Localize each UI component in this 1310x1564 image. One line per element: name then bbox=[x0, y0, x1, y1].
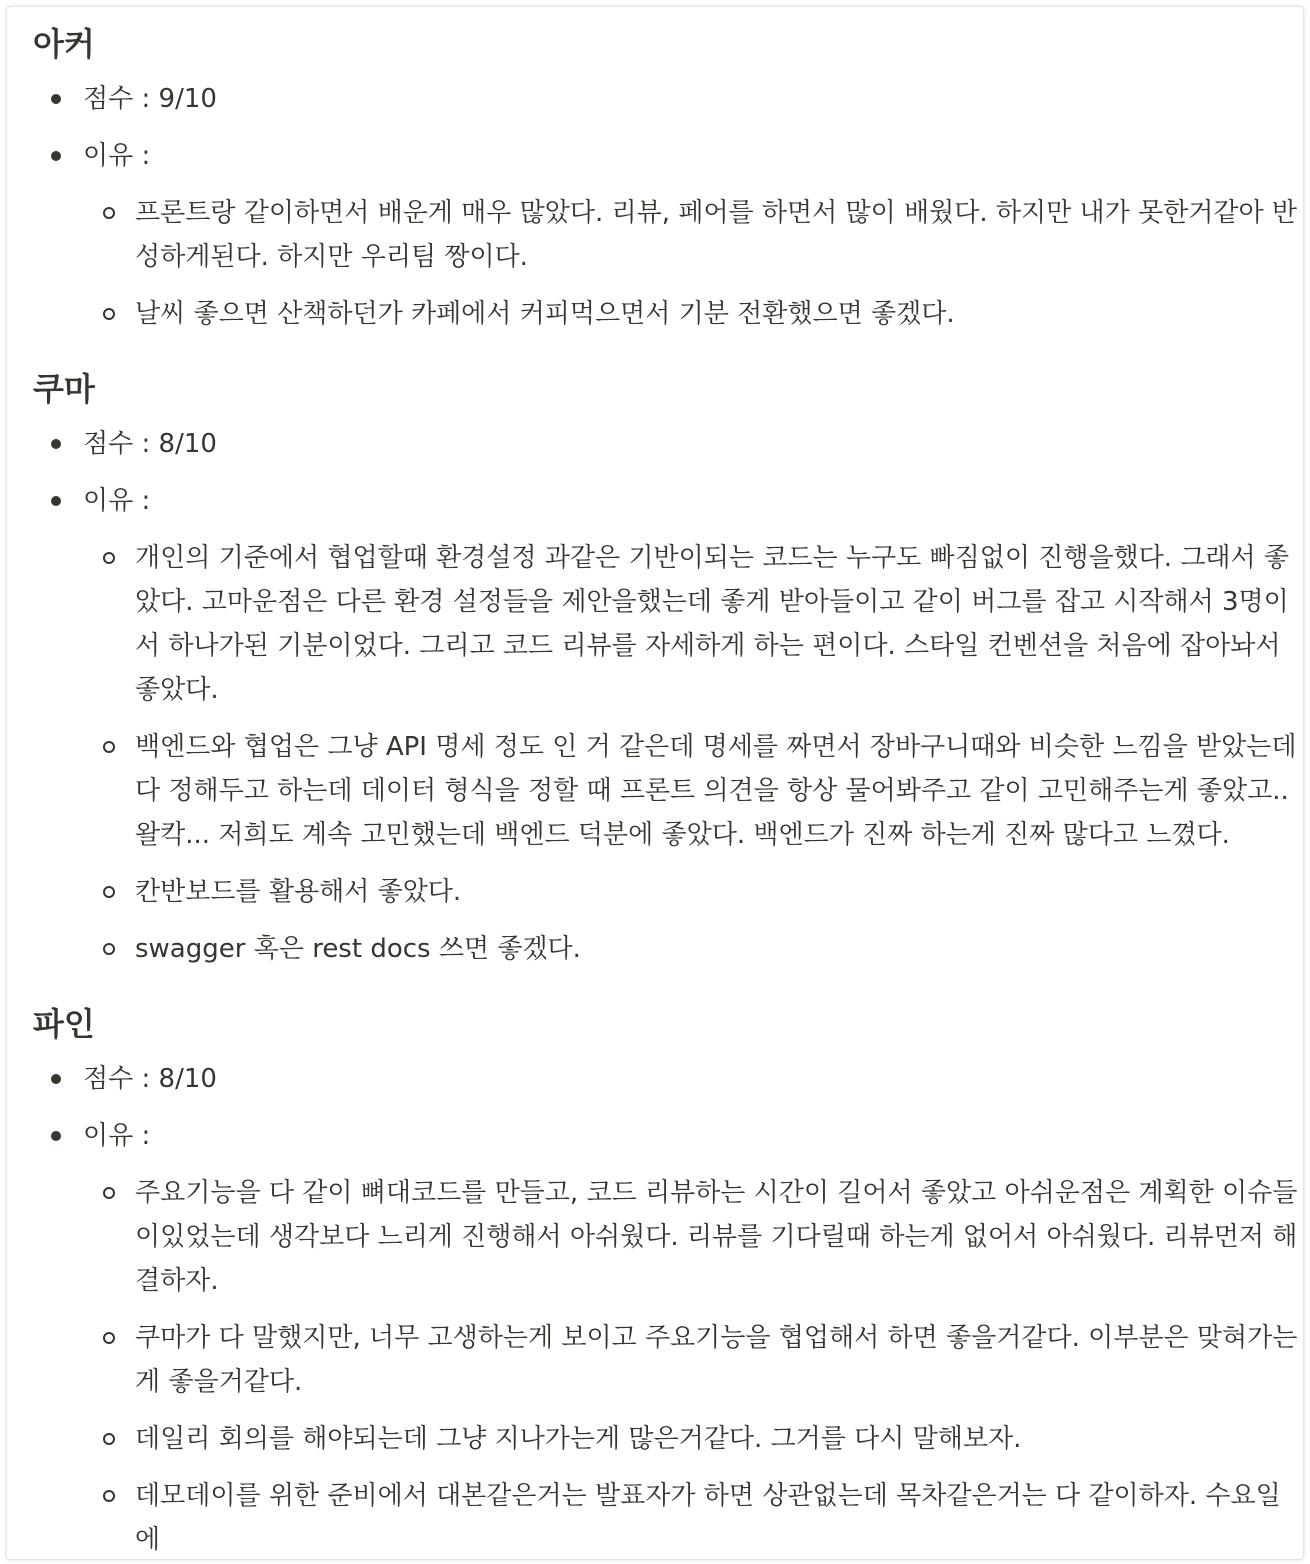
list-item-score bbox=[33, 77, 1301, 121]
reason-text: 백엔드와 협업은 그냥 API 명세 정도 인 거 같은데 명세를 짜면서 장바구니때와 비슷한 느낌을 받았는데 다 정해두고 하는데 데이터 형식을 정할 때 프론트 의견을 항상 물어봐주고 같이 고민해주는게 좋았고.. 왈칵... 저희도 계속 고민했는데 백엔드 덕분에 좋았다. 백엔드가 진짜 하는게 진짜 많다고 느꼈다. bbox=[135, 732, 1297, 850]
bullet-circle-icon bbox=[103, 1187, 115, 1199]
sub-list-item bbox=[33, 1474, 1301, 1560]
sub-list-item bbox=[33, 870, 1301, 914]
list-item-reason bbox=[33, 134, 1301, 336]
bullet-circle-icon bbox=[103, 943, 115, 955]
bullet-dot-icon bbox=[51, 1131, 61, 1141]
bullet-circle-icon bbox=[103, 886, 115, 898]
section-heading: 아커 bbox=[33, 25, 95, 63]
bullet-dot-icon bbox=[51, 496, 61, 506]
section-pine bbox=[33, 1001, 1301, 1560]
sub-list-item bbox=[33, 725, 1301, 857]
sub-list-item bbox=[33, 292, 1301, 336]
reason-text: 데일리 회의를 해야되는데 그냥 지나가는게 많은거같다. 그거를 다시 말해보자. bbox=[135, 1424, 1022, 1454]
reason-label: 이유 : bbox=[83, 486, 151, 516]
list-item-reason bbox=[33, 1114, 1301, 1560]
section-heading: 쿠마 bbox=[33, 370, 95, 408]
bullet-list bbox=[33, 422, 1301, 971]
section-kuma bbox=[33, 366, 1301, 971]
section-acker bbox=[33, 21, 1301, 336]
bullet-list bbox=[33, 1057, 1301, 1560]
bullet-circle-icon bbox=[103, 1490, 115, 1502]
reason-text: 프론트랑 같이하면서 배운게 매우 많았다. 리뷰, 페어를 하면서 많이 배웠다. 하지만 내가 못한거같아 반성하게된다. 하지만 우리팀 짱이다. bbox=[135, 198, 1297, 272]
reason-text: 개인의 기준에서 협업할때 환경설정 과같은 기반이되는 코드는 누구도 빠짐없이 진행을했다. 그래서 좋았다. 고마운점은 다른 환경 설정들을 제안을했는데 좋게 받아들이고 같이 버그를 잡고 시작해서 3명이서 하나가된 기분이었다. 그리고 코드 리뷰를 자세하게 하는 편이다. 스타일 컨벤션을 처음에 잡아놔서 좋았다. bbox=[135, 543, 1290, 705]
bullet-dot-icon bbox=[51, 151, 61, 161]
document-frame bbox=[6, 6, 1304, 1560]
bullet-circle-icon bbox=[103, 552, 115, 564]
reason-text: 데모데이를 위한 준비에서 대본같은거는 발표자가 하면 상관없는데 목차같은거는 다 같이하자. 수요일에 bbox=[135, 1481, 1281, 1555]
bullet-circle-icon bbox=[103, 1332, 115, 1344]
sub-list-item bbox=[33, 536, 1301, 712]
score-text: 점수 : 9/10 bbox=[83, 84, 217, 114]
sub-list-item bbox=[33, 927, 1301, 971]
bullet-circle-icon bbox=[103, 741, 115, 753]
reason-text: 날씨 좋으면 산책하던가 카페에서 커피먹으면서 기분 전환했으면 좋겠다. bbox=[135, 299, 955, 329]
sub-list-item bbox=[33, 1171, 1301, 1303]
reason-text: 칸반보드를 활용해서 좋았다. bbox=[135, 877, 462, 907]
bullet-dot-icon bbox=[51, 94, 61, 104]
reason-text: swagger 혹은 rest docs 쓰면 좋겠다. bbox=[135, 934, 581, 964]
section-heading: 파인 bbox=[33, 1005, 95, 1043]
document-content bbox=[33, 21, 1301, 1560]
bullet-circle-icon bbox=[103, 308, 115, 320]
reason-text: 쿠마가 다 말했지만, 너무 고생하는게 보이고 주요기능을 협업해서 하면 좋을거같다. 이부분은 맞혀가는게 좋을거같다. bbox=[135, 1323, 1298, 1397]
bullet-dot-icon bbox=[51, 1074, 61, 1084]
sub-bullet-list bbox=[83, 1171, 1301, 1560]
score-text: 점수 : 8/10 bbox=[83, 429, 217, 459]
reason-label: 이유 : bbox=[83, 1121, 151, 1151]
score-text: 점수 : 8/10 bbox=[83, 1064, 217, 1094]
sub-list-item bbox=[33, 191, 1301, 279]
list-item-reason bbox=[33, 479, 1301, 971]
sub-list-item bbox=[33, 1316, 1301, 1404]
bullet-circle-icon bbox=[103, 207, 115, 219]
reason-label: 이유 : bbox=[83, 141, 151, 171]
reason-text: 주요기능을 다 같이 뼈대코드를 만들고, 코드 리뷰하는 시간이 길어서 좋았고 아쉬운점은 계획한 이슈들이있었는데 생각보다 느리게 진행해서 아쉬웠다. 리뷰를 기다릴때 하는게 없어서 아쉬웠다. 리뷰먼저 해결하자. bbox=[135, 1178, 1298, 1296]
bullet-list bbox=[33, 77, 1301, 336]
bullet-dot-icon bbox=[51, 439, 61, 449]
sub-list-item bbox=[33, 1417, 1301, 1461]
bullet-circle-icon bbox=[103, 1433, 115, 1445]
sub-bullet-list bbox=[83, 191, 1301, 336]
sub-bullet-list bbox=[83, 536, 1301, 971]
list-item-score bbox=[33, 422, 1301, 466]
list-item-score bbox=[33, 1057, 1301, 1101]
